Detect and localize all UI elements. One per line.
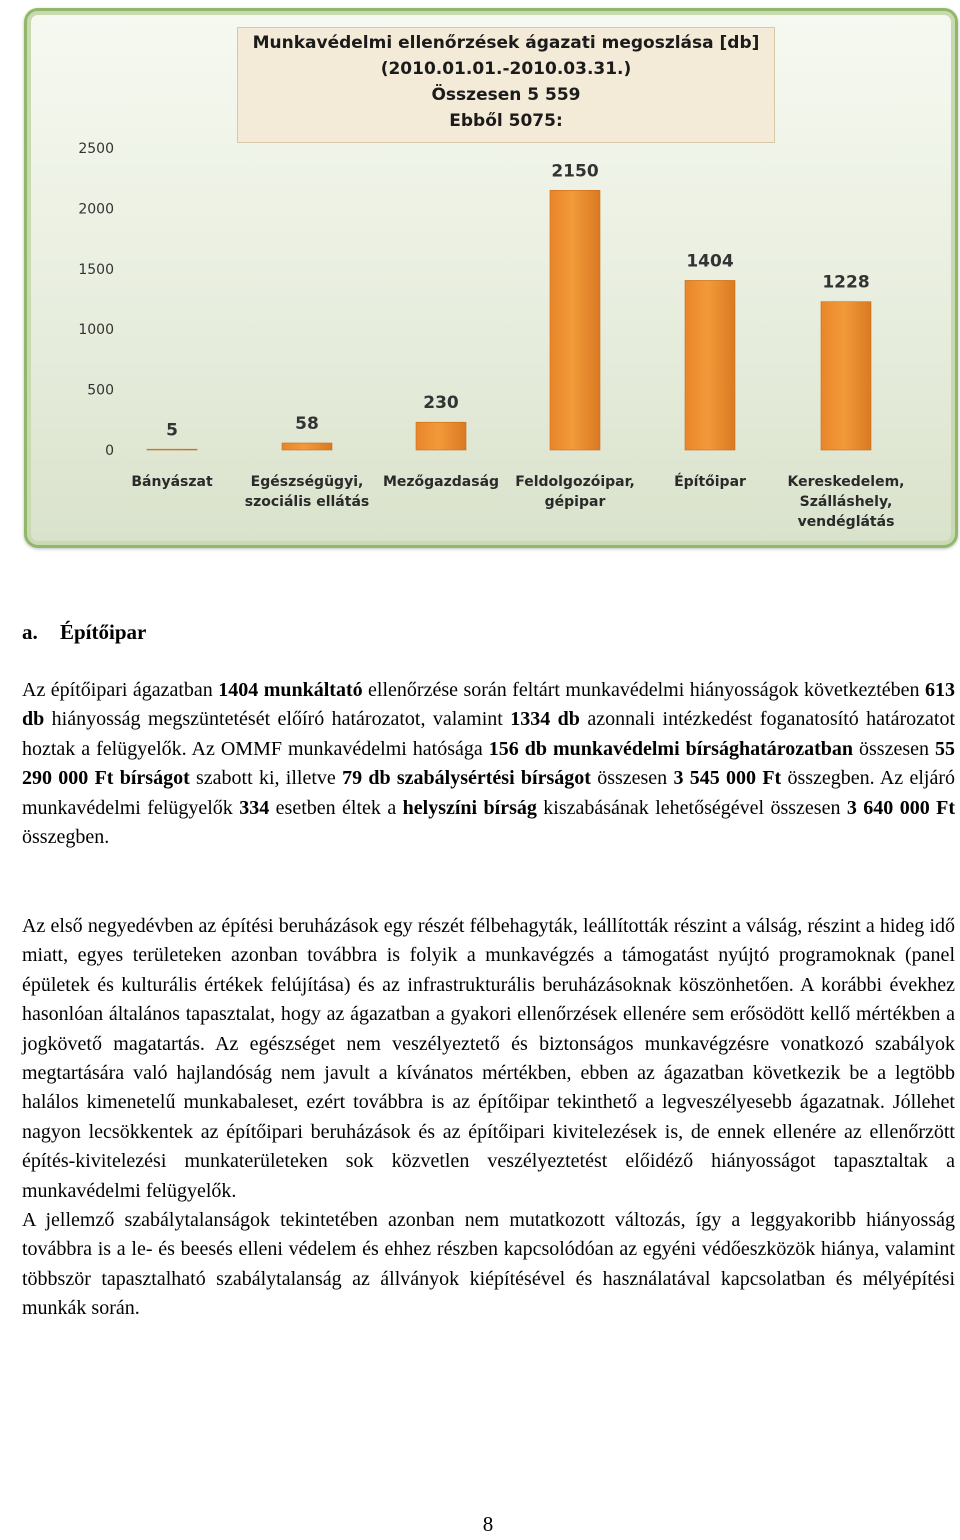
emphasis-text: 3 545 000 Ft	[673, 767, 782, 790]
body-text: összegben. Az eljáró munkavédelmi felügyelők	[22, 767, 955, 819]
emphasis-text: 334	[239, 796, 270, 819]
body-text: szabott ki, illetve	[189, 767, 343, 790]
body-text: azonnali intézkedést foganatosító határozatot hoztak a felügyelők. Az OMMF munkavédelmi hatósága	[22, 708, 956, 760]
data-label: 58	[295, 413, 319, 434]
y-tick-label: 2500	[78, 141, 114, 157]
x-category-label: Mezőgazdaság	[382, 474, 500, 490]
data-label: 1228	[822, 272, 870, 293]
page-number: 8	[482, 1512, 494, 1536]
section-heading	[22, 620, 146, 645]
x-category-label: Kereskedelem,	[787, 474, 905, 490]
body-text: összesen	[853, 737, 935, 760]
emphasis-text: 156 db munkavédelmi bírsághatározatban	[488, 737, 854, 760]
body-text: hiányosság megszüntetését előíró határozatot, valamint	[44, 708, 511, 731]
section-marker: a.	[22, 620, 38, 644]
data-label: 230	[423, 393, 459, 414]
chart-title-line-2: (2010.01.01.-2010.03.31.)	[380, 59, 632, 79]
x-category-label: Építőipar	[674, 474, 746, 490]
emphasis-text: 1334 db	[510, 708, 580, 731]
data-label: 5	[166, 420, 178, 441]
section-title: Építőipar	[60, 620, 147, 644]
emphasis-text: 3 640 000 Ft	[846, 796, 956, 819]
x-category-label: Bányászat	[131, 474, 213, 490]
y-tick-label: 0	[105, 443, 114, 459]
emphasis-text: 1404 munkáltató	[218, 679, 363, 701]
paragraph-2-block	[22, 912, 955, 1324]
y-tick-label: 1000	[78, 322, 114, 339]
emphasis-text: helyszíni bírság	[402, 796, 537, 819]
bar-chart	[24, 8, 958, 548]
y-tick-label: 500	[87, 382, 114, 399]
body-text: összesen	[590, 767, 674, 790]
bar	[416, 422, 466, 450]
y-tick-label: 1500	[78, 261, 114, 278]
x-category-label: szociális ellátás	[244, 494, 370, 510]
x-category-label: vendéglátás	[797, 514, 895, 530]
x-category-label: Egészségügyi,	[250, 474, 364, 490]
paragraph-2: Az első negyedévben az építési beruházások egy részét félbehagyták, leállították részint a válság, részint a hideg idő miatt, egyes területeken azonban továbbra is folyik a munkavégzés a támogatást nyújtó programoknak (panel épületek és kulturális értékek felújítása) és az infrastrukturális beruházásoknak köszönhetően. A korábbi évekhez hasonlóan általános tapasztalat, hogy az ágazatban a gyakori ellenőrzések ellenére sem erősödött kellő mértékben a jogkövető magatartás. Az egészséget nem veszélyeztető és biztonságos munkavégzésre vonatkozó szabályok megtartására való hajlandóság nem javult a kívánatos mértékben, ebben az ágazatban következik be a legtöbb halálos kimenetelű munkabaleset, ezért továbbra is az építőipar tekinthető a legveszélyesebb ágazatnak. Jóllehet nagyon lecsökkentek az építőipari beruházások és az építőipari kivitelezések is, de ennek ellenére az ellenőrzött építés-kivitelezési munkaterületeken sok közvetlen veszélyeztetést előidéző hiányosságot tapasztaltak a munkavédelmi felügyelők.	[22, 915, 955, 1202]
emphasis-text: 55 290 000 Ft bírságot	[22, 737, 955, 790]
x-category-label: gépipar	[544, 494, 606, 510]
bar	[282, 443, 332, 450]
emphasis-text: 79 db szabálysértési bírságot	[342, 767, 591, 790]
chart-title-line-4: Ebből 5075:	[449, 111, 563, 131]
bar	[147, 449, 197, 450]
body-text: összegben.	[22, 826, 110, 849]
body-text: Az építőipari ágazatban	[22, 679, 219, 701]
paragraph-3: A jellemző szabálytalanságok tekintetében azonban nem mutatkozott változás, így a leggyakoribb hiányosság továbbra is a le- és beesés elleni védelem és ehhez részben kapcsolódóan az egyéni védőeszközök hiánya, valamint többször tapasztalható szabálytalanság az állványok kiépítésével és használatával kapcsolatban és mélyépítési munkák során.	[22, 1209, 955, 1320]
body-text: ellenőrzése során feltárt munkavédelmi hiányosságok következtében	[362, 679, 925, 701]
x-category-label: Feldolgozóipar,	[515, 474, 635, 490]
body-text: esetben éltek a	[269, 796, 403, 819]
data-label: 2150	[551, 161, 599, 182]
chart-title-line-1: Munkavédelmi ellenőrzések ágazati megoszlása [db]	[252, 33, 760, 53]
y-tick-label: 2000	[78, 201, 114, 218]
bar	[821, 302, 871, 450]
paragraph-1	[22, 676, 955, 852]
bar	[685, 280, 735, 450]
x-category-label: Szálláshely,	[799, 494, 893, 510]
body-text: kiszabásának lehetőségével összesen	[536, 796, 847, 819]
chart-title-line-3: Összesen 5 559	[431, 85, 581, 105]
emphasis-text: 613 db	[22, 679, 955, 731]
data-label: 1404	[686, 251, 734, 272]
bar	[550, 190, 600, 450]
